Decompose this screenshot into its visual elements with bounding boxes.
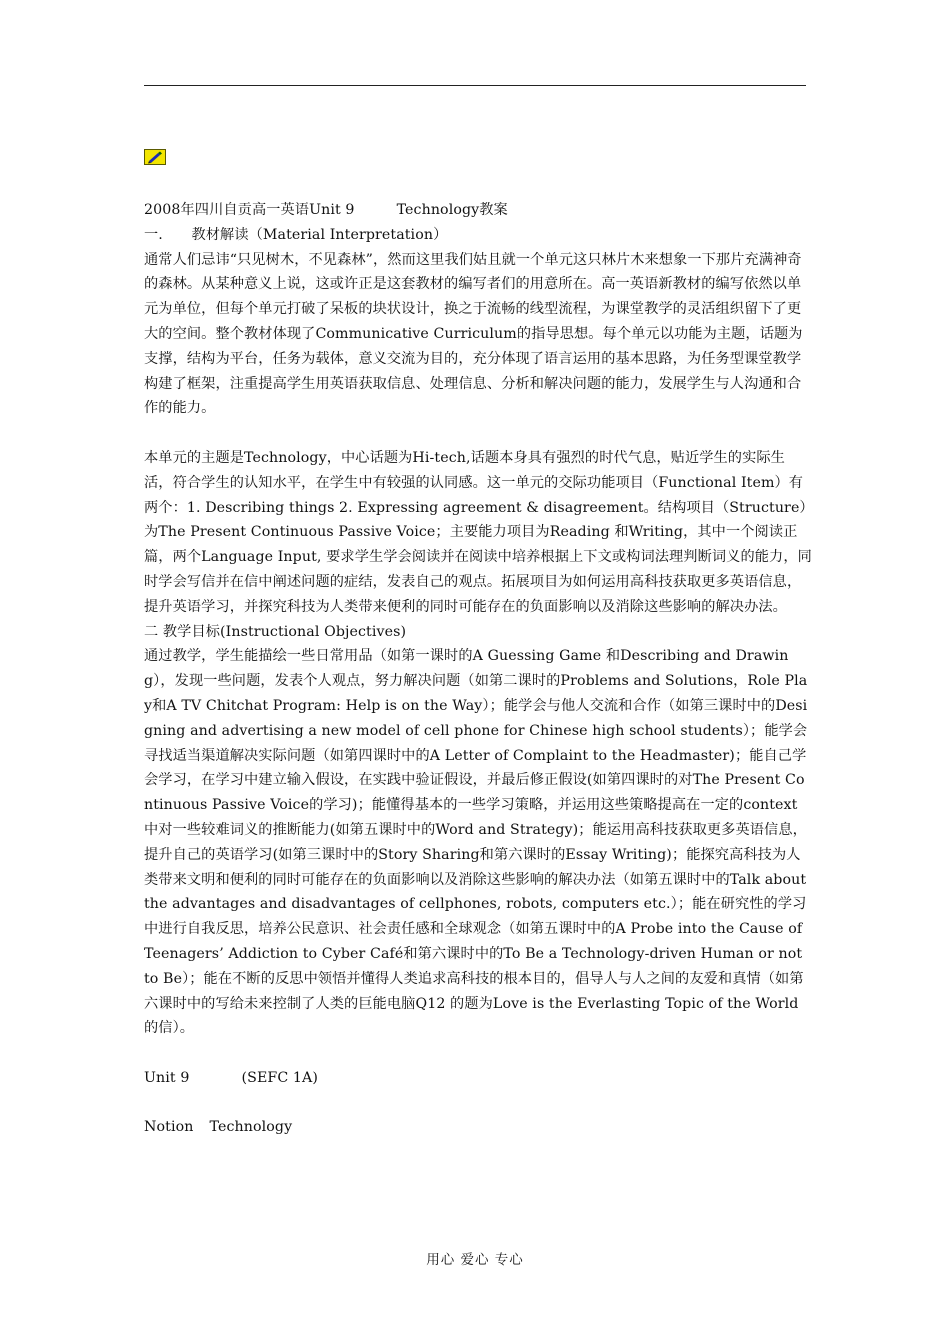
- section-heading-1: 一. 教材解读（Material Interpretation）: [144, 226, 448, 243]
- paragraph-1: 通常人们忌讳“只见树木，不见森林”，然而这里我们姑且就一个单元这只林片木来想象一下那片充满神奇的森林。从某种意义上说，这或许正是这套教材的编写者们的用意所在。高一英语新教材的编写依然以单元为单位，但每个单元打破了呆板的块状设计，换之于流畅的线型流程，为课堂教学的灵活组织留下了更大的空间。整个教材体现了Communicative Curriculum的指导思想。每个单元以功能为主题，话题为支撑，结构为平台，任务为载体，意义交流为目的，充分体现了语言运用的基本思路，为任务型课堂教学构建了框架，注重提高学生用英语获取信息、处理信息、分析和解决问题的能力，发展学生与人沟通和合作的能力。: [144, 251, 803, 417]
- document-title: 2008年四川自贡高一英语Unit 9 Technology教案: [144, 202, 508, 218]
- section-heading-2: 二 教学目标(Instructional Objectives): [144, 623, 407, 640]
- notion-line: Notion Technology: [144, 1119, 293, 1136]
- unit-line: Unit 9 (SEFC 1A): [144, 1069, 319, 1086]
- page-footer: 用心 爱心 专心: [426, 1252, 524, 1268]
- paragraph-2: 本单元的主题是Technology，中心话题为Hi-tech,话题本身具有强烈的时代气息，贴近学生的实际生活，符合学生的认知水平，在学生中有较强的认同感。这一单元的交际功能项目（Functional Item）有两个：1. Describing things 2. Expressing agreement & disagreement。结构项目（Structure）为The Present Continuous Passive Voice；主要能力项目为Reading 和Writing，其中一个阅读正篇，两个Language Input, 要求学生学会阅读并在阅读中培养根据上下文或构词法理判断词义的能力，同时学会写信并在信中阐述问题的症结，发表自己的观点。拓展项目为如何运用高科技获取更多英语信息，提升英语学习，并探究科技为人类带来便利的同时可能存在的负面影响以及消除这些影响的解决办法。: [144, 449, 812, 615]
- pencil-logo-icon: [144, 149, 166, 165]
- paragraph-3: 通过教学，学生能描绘一些日常用品（如第一课时的A Guessing Game 和Describing and Drawing），发现一些问题，发表个人观点，努力解决问题（如第二课时的Problems and Solutions，Role Play和A TV Chitchat Program: Help is on the Way）；能学会与他人交流和合作（如第三课时中的Designing and advertising a new model of cell phone for Chinese high school students）；能学会寻找适当渠道解决实际问题（如第四课时中的A Letter of Complaint to the Headmaster)；能自己学会学习，在学习中建立输入假设，在实践中验证假设，并最后修正假设(如第四课时的对The Present Continuous Passive Voice的学习)；能懂得基本的一些学习策略，并运用这些策略提高在一定的context 中对一些较难词义的推断能力(如第五课时中的Word and Strategy)；能运用高科技获取更多英语信息，提升自己的英语学习(如第三课时中的Story Sharing和第六课时的Essay Writing)；能探究高科技为人类带来文明和便利的同时可能存在的负面影响以及消除这些影响的解决办法（如第五课时中的Talk about the advantages and disadvantages of cellphones, robots, computers etc.）；能在研究性的学习中进行自我反思，培养公民意识、社会责任感和全球观念（如第五课时中的A Probe into the Cause of Teenagers’ Addiction to Cyber Café和第六课时中的To Be a Technology-driven Human or not to Be）；能在不断的反思中领悟并懂得人类追求高科技的根本目的，倡导人与人之间的友爱和真情（如第六课时中的写给未来控制了人类的巨能电脑Q12 的题为Love is the Everlasting Topic of the World的信）。: [144, 648, 808, 1037]
- document-body: [144, 198, 812, 1140]
- header-rule: [144, 85, 806, 86]
